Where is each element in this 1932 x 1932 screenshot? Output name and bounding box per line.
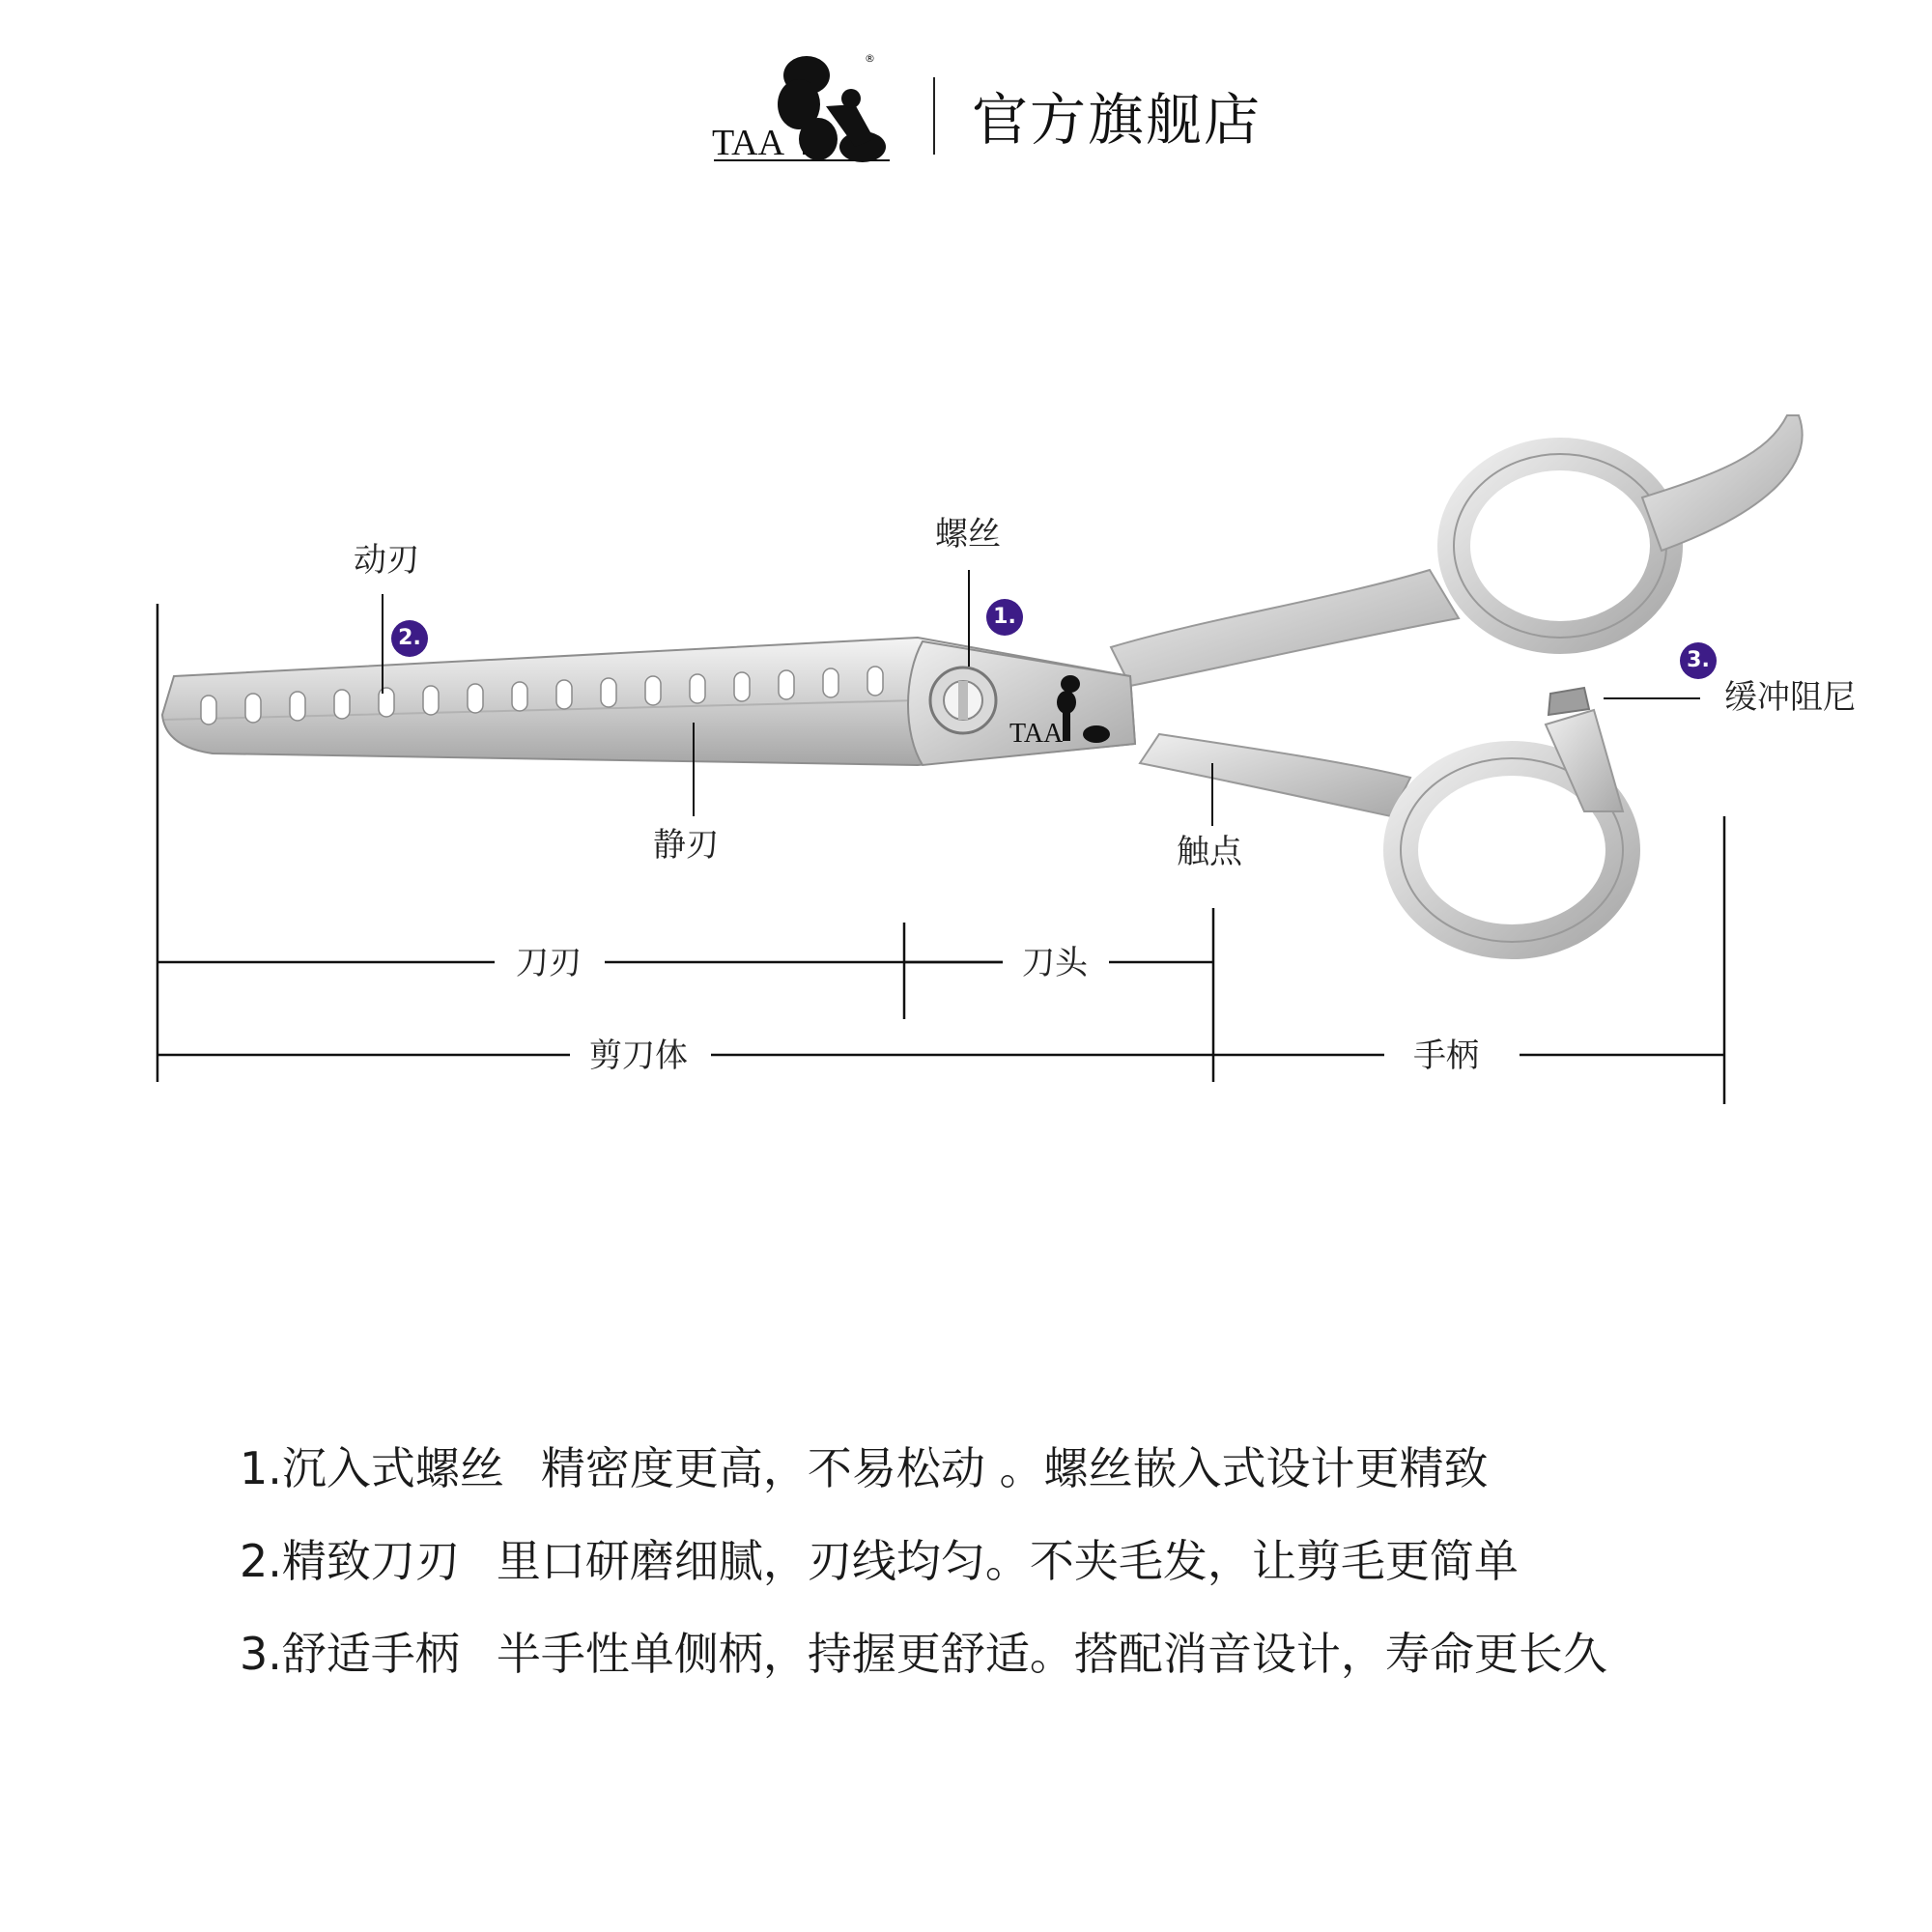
badge-2: 2. <box>391 620 428 657</box>
feature-row <box>240 1532 1607 1590</box>
feature-title: 3.舒适手柄 <box>240 1628 460 1680</box>
svg-text:TAA: TAA <box>1009 719 1064 749</box>
feature-desc: 精密度更高，不易松动 。螺丝嵌入式设计更精致 <box>540 1442 1489 1494</box>
feature-title: 2.精致刀刃 <box>240 1535 460 1587</box>
label-blade-head: 刀头 <box>1022 944 1088 982</box>
label-handle: 手柄 <box>1413 1037 1479 1075</box>
feature-title: 1.沉入式螺丝 <box>240 1442 504 1494</box>
feature-row <box>240 1625 1607 1683</box>
feature-desc: 里口研磨细腻，刃线均匀。不夹毛发，让剪毛更简单 <box>496 1535 1519 1587</box>
feature-desc: 半手性单侧柄，持握更舒适。搭配消音设计，寿命更长久 <box>496 1628 1607 1680</box>
label-moving-blade: 动刃 <box>354 541 419 580</box>
label-fixed-blade: 静刃 <box>653 826 719 865</box>
badge-3: 3. <box>1680 642 1717 679</box>
label-blade-edge: 刀刃 <box>516 944 582 982</box>
svg-text:®: ® <box>865 52 875 65</box>
label-contact-point: 触点 <box>1177 833 1242 871</box>
store-title: 官方旗舰店 <box>972 87 1263 153</box>
label-screw: 螺丝 <box>935 515 1001 554</box>
badge-1: 1. <box>986 599 1023 636</box>
screw-icon <box>930 668 996 733</box>
feature-list <box>240 1439 1607 1718</box>
label-damper: 缓冲阻尼 <box>1724 678 1856 717</box>
logo-wordmark: TAA <box>712 123 785 163</box>
label-scissor-body: 剪刀体 <box>589 1037 688 1075</box>
feature-row <box>240 1439 1607 1497</box>
